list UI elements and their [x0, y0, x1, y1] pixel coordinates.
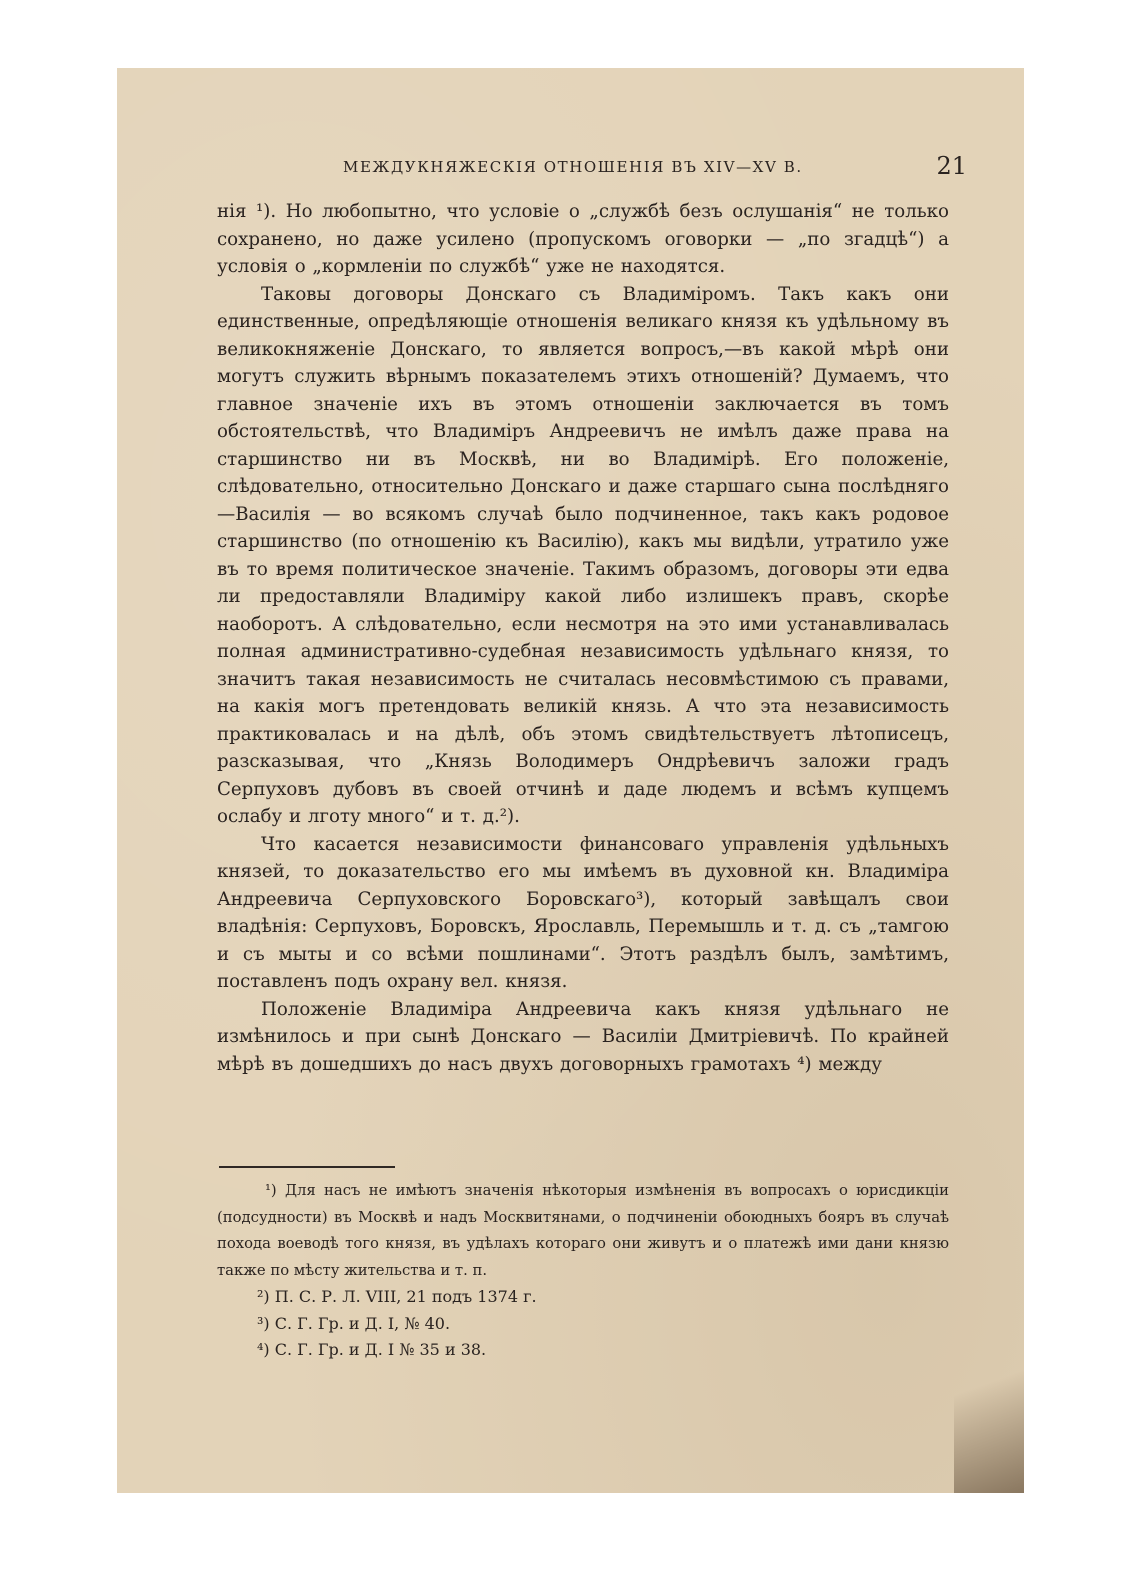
paragraph: Что касается независимости финансоваго управленія удѣльныхъ князей, то доказательство его мы имѣемъ въ духовной кн. Владиміра Андреевича Серпуховского Боровскаго³), который завѣщалъ свои владѣнія: Серпуховъ, Боровскъ, Ярославль, Перемышль и т. д. съ „тамгою и съ мыты и со всѣми пошлинами“. Этотъ раздѣлъ былъ, замѣтимъ, поставленъ подъ охрану вел. князя.: [217, 833, 949, 992]
paragraph: нія ¹). Но любопытно, что условіе о „службѣ безъ ослушанія“ не только сохранено, но даже усилено (пропускомъ оговорки — „по згадцѣ“) а условія о „кормленіи по службѣ“ уже не находятся.: [217, 201, 949, 277]
page-number: 21: [936, 152, 967, 180]
book-page: [117, 68, 1024, 1493]
paragraph: Таковы договоры Донскаго съ Владиміромъ. Такъ какъ они единственные, опредѣляющіе отношенія великаго князя къ удѣльному въ великокняженіе Донскаго, то является вопросъ,—въ какой мѣрѣ они могутъ служить вѣрнымъ показателемъ этихъ отношеній? Думаемъ, что главное значеніе ихъ въ этомъ отношеніи заключается въ томъ обстоятельствѣ, что Владиміръ Андреевичъ не имѣлъ даже права на старшинство ни въ Москвѣ, ни во Владимірѣ. Его положеніе, слѣдовательно, относительно Донскаго и даже старшаго сына послѣдняго—Василія — во всякомъ случаѣ было подчиненное, такъ какъ родовое старшинство (по отношенію къ Василію), какъ мы видѣли, утратило уже въ то время политическое значеніе. Такимъ образомъ, договоры эти едва ли предоставляли Владиміру какой либо излишекъ правъ, скорѣе наоборотъ. А слѣдовательно, если несмотря на это ими устанавливалась полная административно-судебная независимость удѣльнаго князя, то значитъ такая независимость не считалась несовмѣстимою съ правами, на какія могъ претендовать великій князь. А что эта независимость практиковалась и на дѣлѣ, объ этомъ свидѣтельствуетъ лѣтописецъ, разсказывая, что „Князь Володимеръ Ондрѣевичъ заложи градъ Серпуховъ дубовъ въ своей отчинѣ и даде людемъ и всѣмъ купцемъ ослабу и лготу много“ и т. д.²).: [217, 283, 949, 827]
running-title: МЕЖДУКНЯЖЕСКІЯ ОТНОШЕНІЯ ВЪ XIV—XV В.: [343, 158, 803, 176]
footnote: ⁴) С. Г. Гр. и Д. I № 35 и 38.: [257, 1340, 487, 1359]
footnote-divider: [219, 1166, 395, 1168]
footnote: ²) П. С. Р. Л. VIII, 21 подъ 1374 г.: [257, 1287, 537, 1306]
paragraph: Положеніе Владиміра Андреевича какъ князя удѣльнаго не измѣнилось и при сынѣ Донскаго — Василіи Дмитріевичѣ. По крайней мѣрѣ въ дошедшихъ до насъ двухъ договорныхъ грамотахъ ⁴) между: [217, 998, 949, 1075]
footnote: ³) С. Г. Гр. и Д. I, № 40.: [257, 1313, 451, 1333]
body-text: [217, 198, 949, 1078]
page-shadow: [954, 1313, 1024, 1493]
footnote: ¹) Для насъ не имѣютъ значенія нѣкоторыя измѣненія въ вопросахъ о юрисдикціи (подсудности) въ Москвѣ и надъ Москвитянами, о подчиненіи обоюдныхъ бояръ въ случаѣ похода воеводѣ того князя, въ удѣлахъ котораго они живутъ и о платежѣ ими дани князю также по мѣсту жительства и т. п.: [217, 1182, 949, 1279]
page-header: [217, 152, 967, 186]
footnotes: [217, 1178, 949, 1364]
